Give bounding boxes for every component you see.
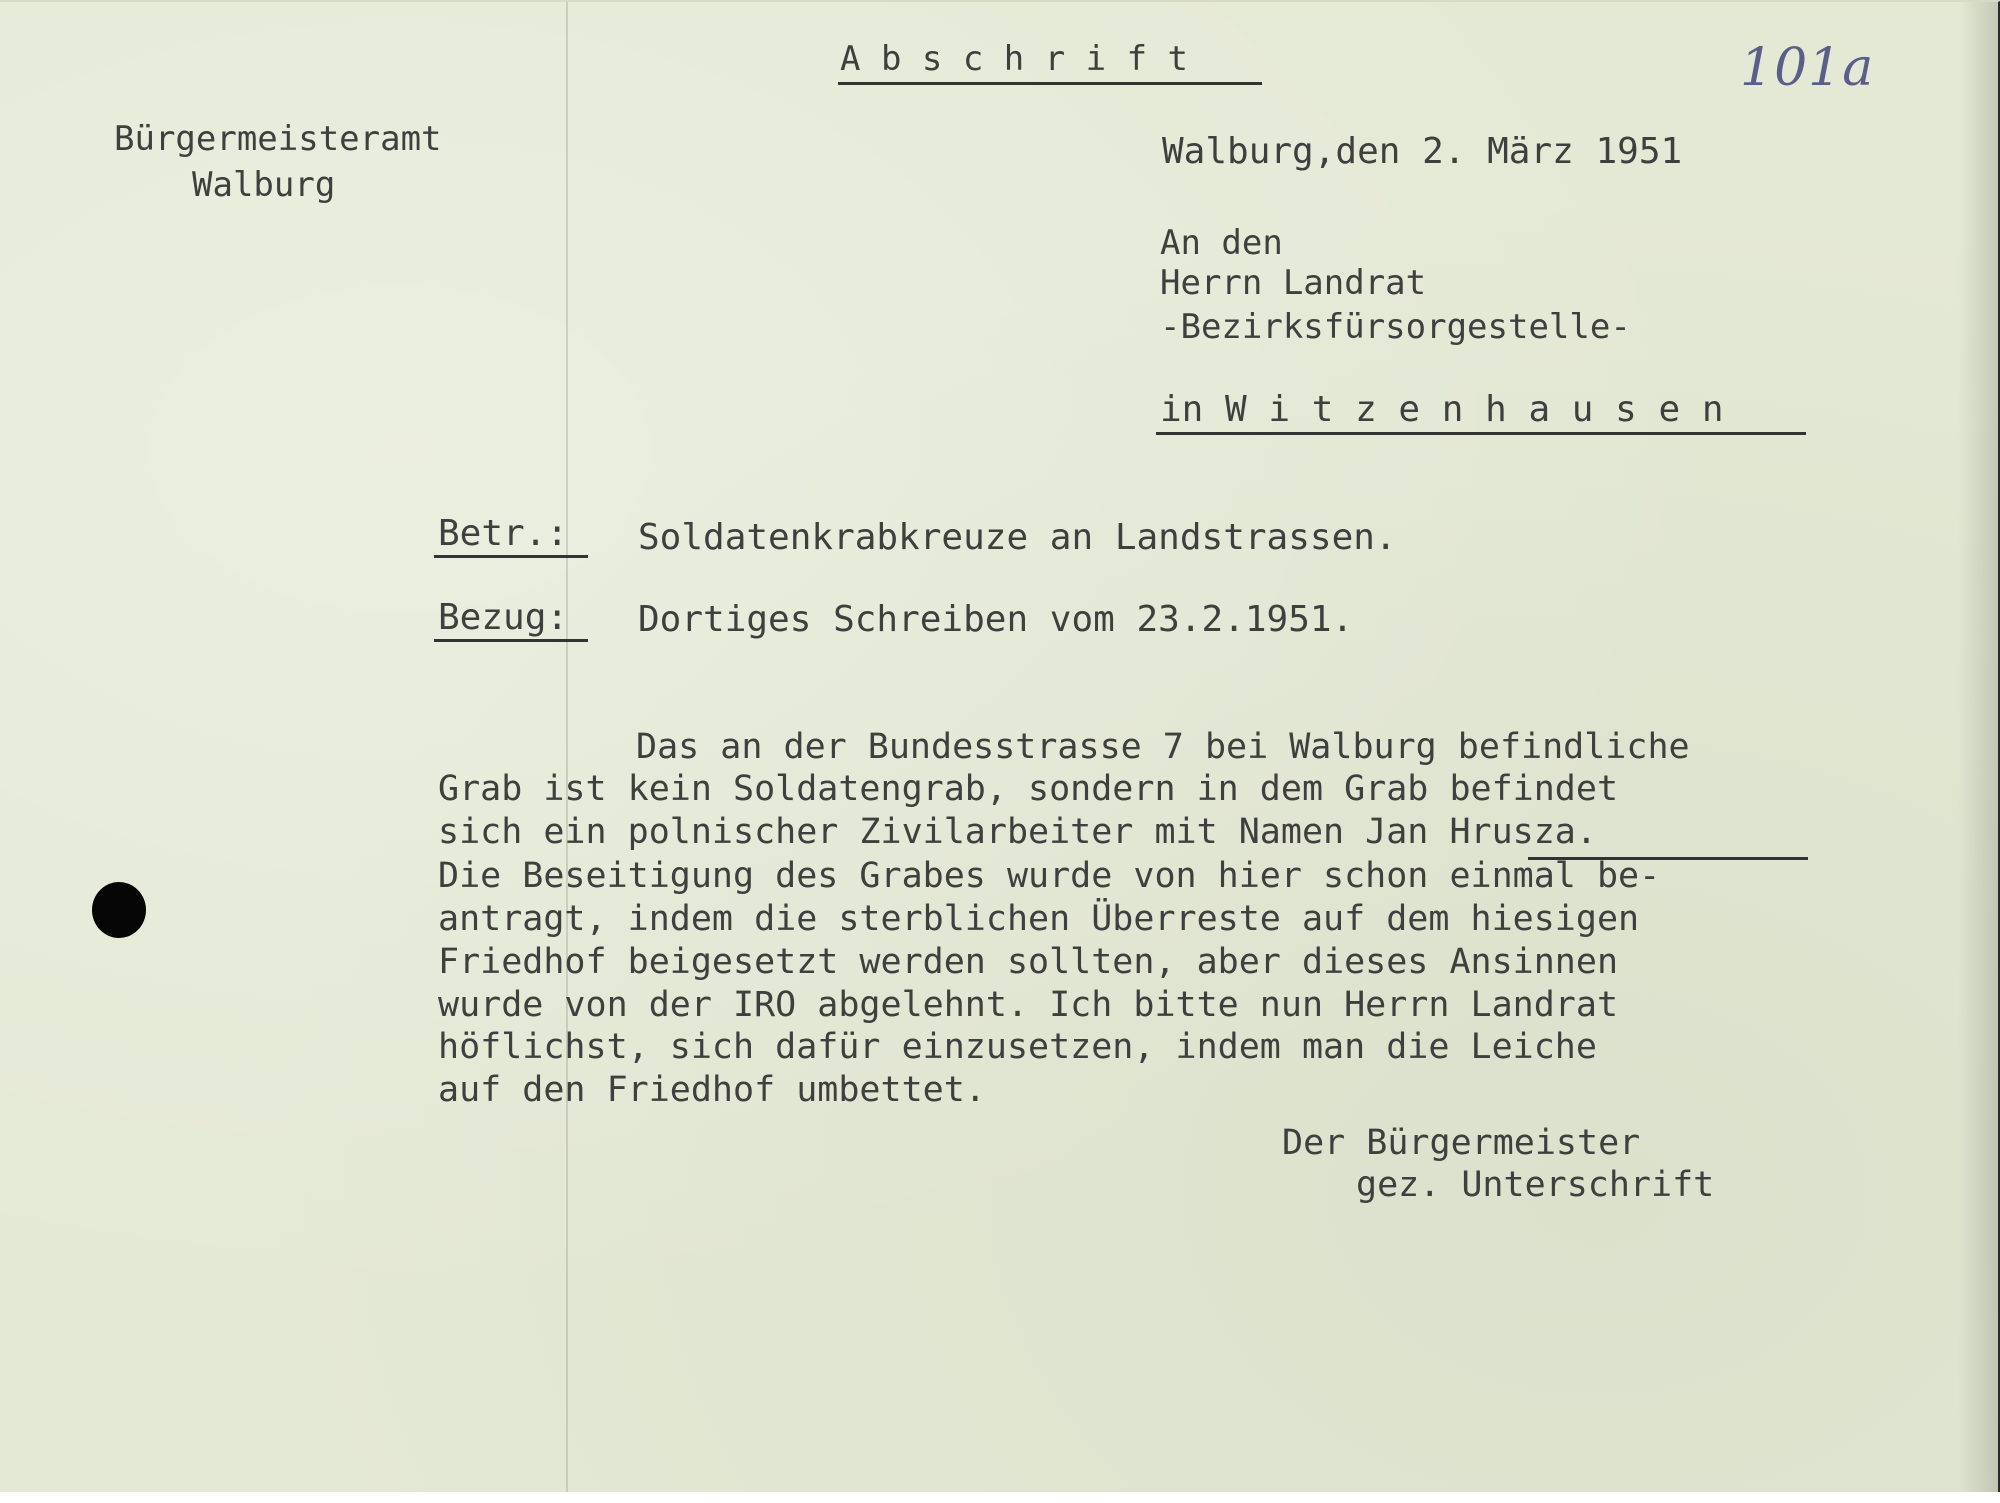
recipient-line-3: -Bezirksfürsorgestelle- xyxy=(1160,307,1631,347)
body-line: Das an der Bundesstrasse 7 bei Walburg befindliche xyxy=(636,727,1690,767)
sender-office: Bürgermeisteramt xyxy=(114,119,442,159)
subject-label: Betr.: xyxy=(438,513,569,554)
recipient-line-1: An den xyxy=(1160,223,1283,263)
sender-town: Walburg xyxy=(192,165,336,205)
date-line: Walburg,den 2. März 1951 xyxy=(1162,131,1683,172)
body-line: Grab ist kein Soldatengrab, sondern in dem Grab befindet xyxy=(438,769,1619,809)
reference-text: Dortiges Schreiben vom 23.2.1951. xyxy=(638,599,1354,640)
body-line: Friedhof beigesetzt werden sollten, aber dieses Ansinnen xyxy=(438,942,1619,982)
body-line: Die Beseitigung des Grabes wurde von hier schon einmal be- xyxy=(438,856,1661,896)
body-line: sich ein polnischer Zivilarbeiter mit Namen Jan Hrusza. xyxy=(438,812,1597,852)
title-underline xyxy=(838,82,1262,85)
body-line: auf den Friedhof umbettet. xyxy=(438,1070,986,1110)
recipient-line-2: Herrn Landrat xyxy=(1160,263,1427,303)
reference-label: Bezug: xyxy=(438,597,569,638)
signature-title: Der Bürgermeister xyxy=(1282,1123,1641,1163)
document-title: A b s c h r i f t xyxy=(840,39,1188,79)
signature-note: gez. Unterschrift xyxy=(1356,1165,1715,1205)
paper-edge-shadow xyxy=(1958,2,1998,1492)
recipient-city: in W i t z e n h a u s e n xyxy=(1160,389,1724,430)
body-line: höflichst, sich dafür einzusetzen, indem man die Leiche xyxy=(438,1027,1597,1067)
body-line: wurde von der IRO abgelehnt. Ich bitte nun Herrn Landrat xyxy=(438,985,1619,1025)
subject-text: Soldatenkrabkreuze an Landstrassen. xyxy=(638,517,1397,558)
reference-label-underline xyxy=(434,639,588,642)
paper-fold-line xyxy=(566,2,568,1492)
archive-number: 101a xyxy=(1740,38,1875,98)
punch-hole xyxy=(92,882,146,938)
subject-label-underline xyxy=(434,555,588,558)
city-underline xyxy=(1156,432,1806,435)
body-line: antragt, indem die sterblichen Überreste auf dem hiesigen xyxy=(438,899,1640,939)
